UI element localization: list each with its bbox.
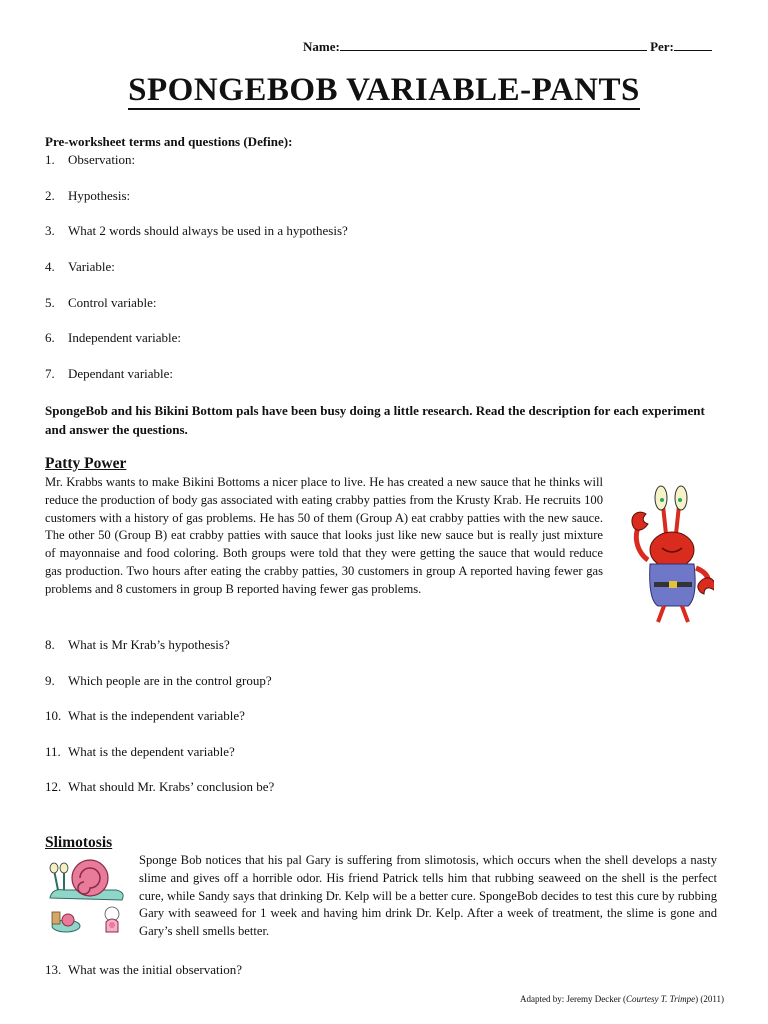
name-per-line [303,38,712,55]
question-8: 8. What is Mr Krab’s hypothesis? [45,637,230,652]
slimotosis-paragraph: Sponge Bob notices that his pal Gary is suffering from slimotosis, which occurs when the shell develops a nasty slime and gives off a horrible odor. His friend Patrick tells him that rubbing seaweed on the shell is the perfect cure, while Sandy says that drinking Dr. Kelp will be a better cure. SpongeBob decides to test this cure by rubbing Gary with seaweed for 1 week and having him drink Dr. Kelp. After a week of treatment, the slime is gone and Gary’s shell smells better. [139,853,717,939]
per-label: Per: [650,39,674,54]
period-blank[interactable] [674,38,712,51]
pre-worksheet-heading: Pre-worksheet terms and questions (Define): [45,134,293,149]
mr-krabs-illustration [628,482,714,628]
question-11: 11. What is the dependent variable? [45,744,235,759]
question-6: 6. Independent variable: [45,330,181,345]
name-label: Name: [303,39,340,54]
question-12: 12. What should Mr. Krabs’ conclusion be? [45,779,275,794]
page-title: SPONGEBOB VARIABLE-PANTS [128,72,640,108]
patty-power-paragraph: Mr. Krabbs wants to make Bikini Bottoms a nicer place to live. He has created a new sauce that he thinks will reduce the production of body gas associated with eating crabby patties from the Krusty Krab. He recruits 100 customers with a history of gas problems. He has 50 of them (Group A) eat crabby patties with the new sauce. The other 50 (Group B) eat crabby patties with sauce that looks just like new sauce but is really just mixture of mayonnaise and food coloring. Both groups were told that they were getting the sauce that would reduce gas production. Two hours after eating the crabby patties, 30 customers in group A reported having fewer gas problems and 8 customers in group B reported having fewer gas problems. [45,475,603,596]
gary-snail-illustration [46,858,130,938]
question-4: 4. Variable: [45,259,115,274]
credit-courtesy: Courtesy T. Trimpe [625,994,696,1004]
question-10: 10. What is the independent variable? [45,708,245,723]
question-13: 13. What was the initial observation? [45,962,243,977]
question-2: 2. Hypothesis: [45,188,131,203]
name-blank[interactable] [340,38,647,51]
slimotosis-heading: Slimotosis [45,834,113,851]
credit-line: Adapted by: Jeremy Decker (Courtesy T. Trimpe) (2011) [520,994,724,1004]
patty-power-heading: Patty Power [45,455,127,472]
question-9: 9. Which people are in the control group? [45,673,272,688]
experiments-intro: SpongeBob and his Bikini Bottom pals have been busy doing a little research. Read the description for each experiment and answer the questions. [45,403,705,437]
question-1: 1. Observation: [45,152,136,167]
question-3: 3. What 2 words should always be used in a hypothesis? [45,223,348,238]
question-5: 5. Control variable: [45,295,157,310]
question-7: 7. Dependant variable: [45,366,174,381]
